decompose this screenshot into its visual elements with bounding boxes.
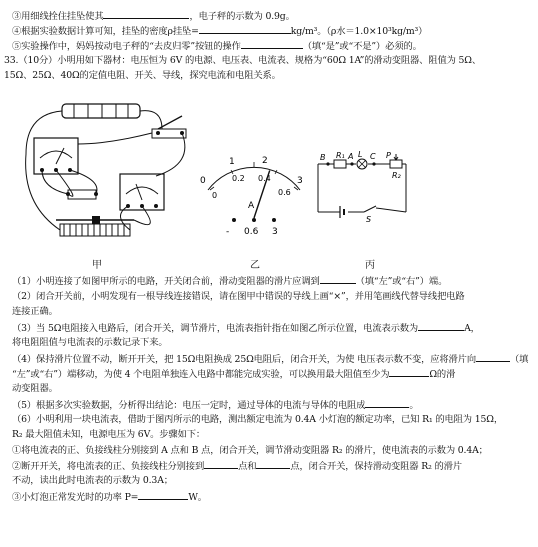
- terminal-3: [272, 218, 276, 222]
- part-3-unit: A，: [464, 323, 480, 334]
- step-5-text: ⑤实验操作中，妈妈按动电子秤的“去皮归零”按钮的操作: [12, 41, 241, 52]
- part-1: [12, 274, 528, 288]
- top-tick-0: 0: [200, 176, 206, 186]
- part-1-text: （1）小明连接了如图甲所示的电路，开关闭合前，滑动变阻器的滑片应调到: [12, 276, 320, 287]
- node-B: B: [320, 153, 326, 162]
- answer-blank[interactable]: [476, 352, 510, 362]
- step-3-text: ③用细线拴住挂坠使其: [12, 11, 104, 22]
- step-2-text: ②断开开关，将电流表的正、负接线柱分别接到: [12, 461, 205, 472]
- part-5-text: （5）根据多次实验数据，分析得出结论：电压一定时，通过导体的电流与导体的电阻成: [12, 400, 366, 411]
- answer-blank[interactable]: [389, 367, 429, 377]
- step-3-tail: ，电子秤的示数为 0.9g。: [189, 11, 295, 22]
- bottom-tick-0.6: 0.6: [278, 188, 291, 197]
- switch: [152, 116, 186, 138]
- part-6-text-2: R₂ 最大阻值未知，电源电压为 6V。步骤如下：: [12, 429, 206, 440]
- answer-blank[interactable]: [320, 274, 356, 284]
- step-2-cont: [12, 474, 528, 487]
- node-A: A: [348, 152, 354, 161]
- step-5-tail: （填“是”或“不是”）必须的。: [302, 41, 422, 52]
- top-tick-3: 3: [297, 176, 303, 186]
- step-5-line: [12, 39, 528, 53]
- label-P: P: [386, 151, 391, 160]
- part-4-text-2: “左”或“右”）端移动，为使 4 个电阻单独连入电路中都能完成实验，可以换用最大阻值至少为: [12, 369, 390, 380]
- answer-blank[interactable]: [103, 9, 189, 19]
- terminal-3-label: 3: [272, 227, 278, 236]
- step-2-mid: 点和: [238, 461, 257, 472]
- battery-pack: [62, 104, 140, 118]
- figure-bing-schematic: [310, 150, 414, 226]
- answer-blank[interactable]: [256, 459, 290, 469]
- part-3-cont: [12, 336, 528, 349]
- terminal-06-label: 0.6: [244, 227, 259, 236]
- terminal-06: [252, 218, 256, 222]
- part-4-cont: [12, 367, 528, 381]
- q33-stem-1: [4, 54, 520, 67]
- label-R1: R₁: [336, 151, 345, 160]
- part-3-text: （3）当 5Ω电阻接入电路后，闭合开关，调节滑片，电流表指针指在如图乙所示位置，电流表示数为: [12, 323, 419, 334]
- bottom-tick-0.4: 0.4: [258, 174, 271, 183]
- node-C: C: [370, 152, 376, 161]
- q33-stem-2: [4, 69, 520, 82]
- voltmeter: [34, 138, 78, 174]
- part-2-text: （2）闭合开关前，小明发现有一根导线连接错误，请在图甲中错误的导线上画“×”，并用笔画线代替导线把电路: [12, 291, 465, 302]
- top-tick-2: 2: [262, 156, 268, 166]
- answer-blank[interactable]: [241, 39, 303, 49]
- part-4: [12, 352, 528, 366]
- slide-rheostat: [56, 216, 134, 236]
- part-2-text-2: 连接正确。: [12, 306, 58, 317]
- step-2-text-2: 不动，读出此时电流表的示数为 0.3A；: [12, 475, 173, 486]
- step-3-line: [12, 9, 528, 23]
- part-5-tail: 。: [409, 400, 419, 411]
- part-5: [12, 398, 528, 412]
- part-4-unit: Ω的滑: [429, 369, 456, 380]
- step-2: [12, 459, 528, 473]
- step-3: [12, 490, 528, 504]
- answer-blank[interactable]: [204, 459, 238, 469]
- answer-blank[interactable]: [418, 321, 464, 331]
- step-4-text: ④根据实验数据计算可知，挂坠的密度ρ挂坠=: [12, 26, 199, 37]
- figure-jia-label: 甲: [92, 260, 102, 271]
- figure-yi-label: 乙: [250, 260, 260, 271]
- step-2-tail: 点，闭合开关，保持滑动变阻器 R₂ 的滑片: [290, 461, 462, 472]
- part-4-cont-2: [12, 382, 528, 395]
- q33-stem-text: 33.（10分）小明用如下器材：电压恒为 6V 的电源、电压表、电流表、规格为“60Ω 1A”的滑动变阻器、阻值为 5Ω、: [4, 55, 482, 66]
- part-6: [12, 413, 528, 426]
- switch-S: [364, 206, 376, 212]
- r1-resistor: [334, 160, 346, 168]
- part-1-tail: （填“左”或“右”）端。: [355, 276, 448, 287]
- figure-yi-ammeter-dial: [196, 150, 312, 236]
- part-3: [12, 321, 528, 335]
- part-3-text-2: 将电阻阻值与电流表的示数记录下来。: [12, 337, 168, 348]
- ammeter: [120, 174, 164, 210]
- part-6-text: （6）小明利用一块电流表，借助于图丙所示的电路，测出额定电流为 0.4A 小灯泡的额定功率，已知 R₁ 的电阻为 15Ω，: [12, 414, 503, 425]
- step-1-text: ①将电流表的正、负接线柱分别接到 A 点和 B 点，闭合开关，调节滑动变阻器 R₂ 的滑片，使电流表的示数为 0.4A；: [12, 445, 488, 456]
- bottom-tick-0.2: 0.2: [232, 174, 245, 183]
- step-4-line: [12, 24, 528, 38]
- part-4-text: （4）保持滑片位置不动，断开开关，把 15Ω电阻换成 25Ω电阻后，闭合开关，为使 电压表示数不变，应将滑片向: [12, 354, 476, 365]
- part-4-tail: （填: [509, 354, 529, 365]
- answer-blank[interactable]: [199, 24, 291, 34]
- top-tick-1: 1: [229, 157, 235, 167]
- terminal-neg-label: -: [226, 227, 230, 236]
- step-1: [12, 444, 528, 457]
- answer-blank[interactable]: [365, 398, 409, 408]
- q33-stem-text-2: 15Ω、25Ω、40Ω的定值电阻、开关、导线，探究电流和电阻关系。: [4, 70, 281, 81]
- terminal-neg: [232, 218, 236, 222]
- part-2-cont: [12, 305, 528, 318]
- step-4-tail: kg/m³。（ρ水＝1.0×10³kg/m³）: [290, 26, 428, 37]
- step-3-power-text: ③小灯泡正常发光时的功率 P=: [12, 492, 139, 503]
- figure-bing-label: 丙: [365, 260, 375, 271]
- bottom-tick-0: 0: [212, 191, 218, 200]
- part-6-cont: [12, 428, 528, 441]
- figure-jia-circuit: [12, 84, 202, 254]
- part-2: [12, 290, 528, 303]
- label-S: S: [366, 215, 372, 224]
- part-4-text-3: 动变阻器。: [12, 383, 58, 394]
- label-R2: R₂: [392, 171, 401, 180]
- r2-rheostat: [390, 160, 402, 168]
- unit-label: A: [248, 201, 255, 211]
- step-3-unit: W。: [188, 492, 207, 503]
- answer-blank[interactable]: [138, 490, 188, 500]
- label-L: L: [358, 150, 363, 159]
